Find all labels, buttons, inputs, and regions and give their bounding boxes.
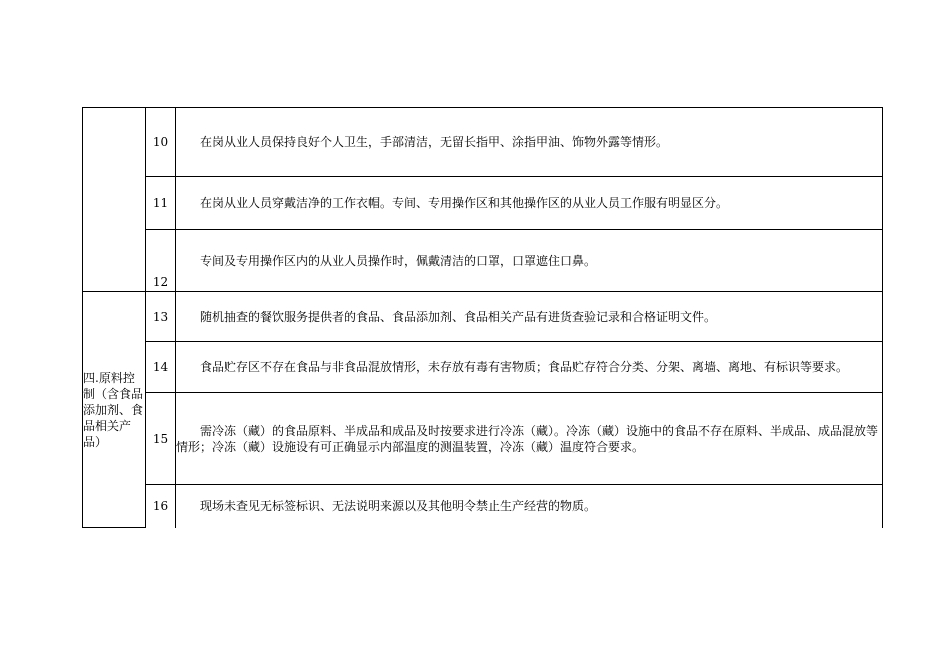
table-row: [83, 393, 883, 485]
table-row: [83, 292, 883, 342]
table-row: [83, 230, 883, 292]
item-text: 食品贮存区不存在食品与非食品混放情形，未存放有毒有害物质；食品贮存符合分类、分架、离墙、离地、有标识等要求。: [176, 342, 883, 393]
item-text: 在岗从业人员保持良好个人卫生，手部清洁，无留长指甲、涂指甲油、饰物外露等情形。: [176, 108, 883, 177]
item-text: 随机抽查的餐饮服务提供者的食品、食品添加剂、食品相关产品有进货查验记录和合格证明文件。: [176, 292, 883, 342]
item-number: 12: [146, 230, 176, 292]
item-number: 16: [146, 485, 176, 528]
table-row: [83, 485, 883, 528]
item-text: 需冷冻（藏）的食品原料、半成品和成品及时按要求进行冷冻（藏）。冷冻（藏）设施中的食品不存在原料、半成品、成品混放等情形；冷冻（藏）设施设有可正确显示内部温度的测温装置，冷冻（藏）温度符合要求。: [176, 393, 883, 485]
item-text: 专间及专用操作区内的从业人员操作时，佩戴清洁的口罩，口罩遮住口鼻。: [176, 230, 883, 292]
category-cell-raw-materials: 四.原料控制（含食品添加剂、食品相关产品）: [83, 292, 146, 528]
table-row: [83, 108, 883, 177]
item-text: 现场未查见无标签标识、无法说明来源以及其他明令禁止生产经营的物质。: [176, 485, 883, 528]
table-row: [83, 342, 883, 393]
item-text: 在岗从业人员穿戴洁净的工作衣帽。专间、专用操作区和其他操作区的从业人员工作服有明显区分。: [176, 177, 883, 230]
inspection-table: [82, 107, 883, 528]
item-number: 10: [146, 108, 176, 177]
item-number: 11: [146, 177, 176, 230]
item-number: 14: [146, 342, 176, 393]
category-cell-blank: [83, 108, 146, 292]
table-row: [83, 177, 883, 230]
item-number: 15: [146, 393, 176, 485]
item-number: 13: [146, 292, 176, 342]
